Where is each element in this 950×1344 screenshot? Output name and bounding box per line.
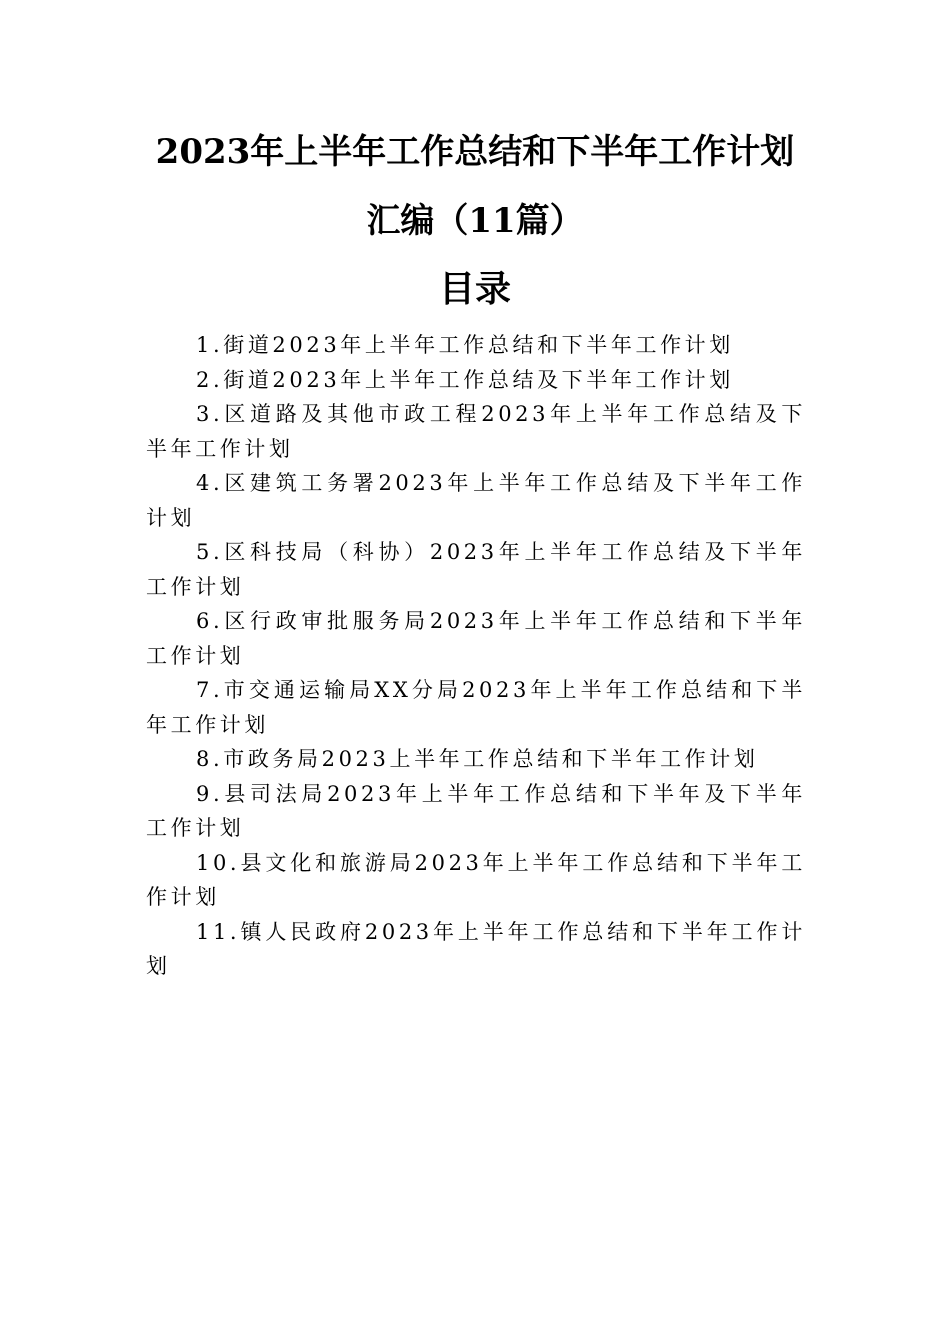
toc-heading: 目录 [438, 268, 511, 310]
toc-item-10: 10.县文化和旅游局2023年上半年工作总结和下半年工作计划 [146, 850, 806, 909]
toc-item-11: 11.镇人民政府2023年上半年工作总结和下半年工作计划 [146, 919, 806, 978]
toc-item-7: 7.市交通运输局XX分局2023年上半年工作总结和下半年工作计划 [146, 678, 806, 737]
table-of-contents [146, 328, 806, 984]
toc-item-1: 1.街道2023年上半年工作总结和下半年工作计划 [196, 333, 734, 357]
toc-item-9: 9.县司法局2023年上半年工作总结和下半年及下半年工作计划 [146, 781, 806, 840]
toc-item-6: 6.区行政审批服务局2023年上半年工作总结和下半年工作计划 [146, 609, 806, 668]
toc-item-5: 5.区科技局（科协）2023年上半年工作总结及下半年工作计划 [146, 540, 806, 599]
toc-item-4: 4.区建筑工务署2023年上半年工作总结及下半年工作计划 [146, 471, 806, 530]
document-title-line-1: 2023年上半年工作总结和下半年工作计划 [155, 132, 795, 172]
document-title-line-2: 汇编（11篇） [366, 201, 584, 241]
toc-item-8: 8.市政务局2023上半年工作总结和下半年工作计划 [196, 747, 759, 771]
toc-item-2: 2.街道2023年上半年工作总结及下半年工作计划 [196, 367, 734, 392]
toc-item-3: 3.区道路及其他市政工程2023年上半年工作总结及下半年工作计划 [146, 402, 806, 461]
